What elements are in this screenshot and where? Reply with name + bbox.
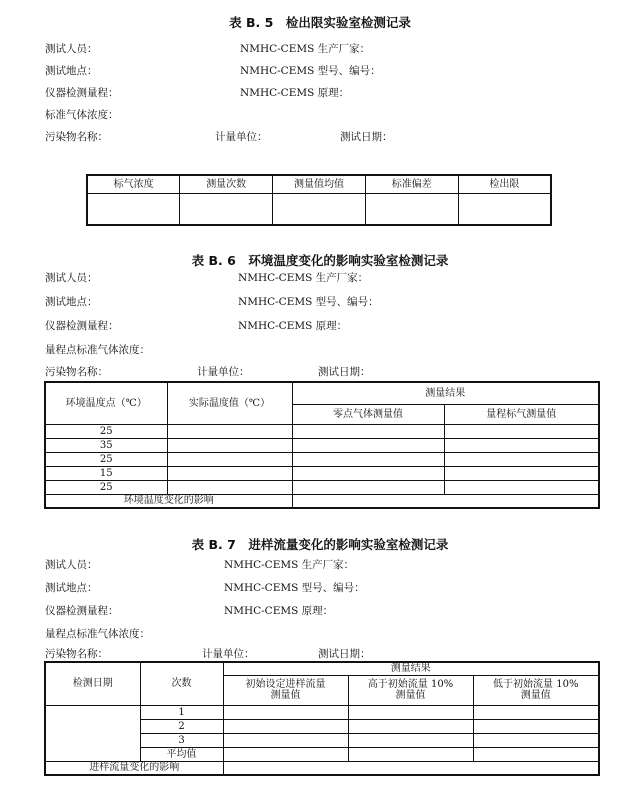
b7-count-1: 1	[140, 705, 223, 719]
table-cell[interactable]	[444, 424, 599, 438]
b6-std-gas-label: 量程点标准气体浓度：	[45, 344, 150, 356]
b6-manufacturer-label: NMHC-CEMS 生产厂家：	[238, 272, 369, 284]
b5-std-gas-label: 标准气体浓度：	[45, 109, 119, 121]
b7-header-count: 次数	[140, 662, 223, 705]
b6-header-zero: 零点气体测量值	[292, 404, 444, 424]
b7-unit-label: 计量单位：	[202, 648, 255, 660]
b7-effect-label: 进样流量变化的影响	[45, 761, 223, 775]
b6-effect-label: 环境温度变化的影响	[45, 494, 292, 508]
b5-header-stddev: 标准偏差	[365, 175, 458, 193]
b6-principle-label: NMHC-CEMS 原理：	[238, 320, 348, 332]
b7-location-label: 测试地点：	[45, 582, 98, 594]
table-b6	[44, 381, 600, 509]
b5-date-label: 测试日期：	[340, 131, 393, 143]
b6-header-span: 量程标气测量值	[444, 404, 599, 424]
table-cell[interactable]	[292, 494, 599, 508]
table-cell[interactable]	[348, 705, 473, 719]
table-row	[87, 193, 551, 225]
b7-range-label: 仪器检测量程：	[45, 605, 119, 617]
table-cell[interactable]	[292, 466, 444, 480]
table-cell[interactable]	[223, 733, 348, 747]
b6-header-result: 测量结果	[292, 382, 599, 404]
table-cell[interactable]	[223, 747, 348, 761]
table-cell[interactable]	[45, 705, 140, 761]
b6-range-label: 仪器检测量程：	[45, 320, 119, 332]
b7-header-date: 检测日期	[45, 662, 140, 705]
table-cell[interactable]	[167, 452, 292, 466]
b7-header-initial-flow: 初始设定进样流量 测量值	[223, 675, 348, 705]
table-cell[interactable]	[223, 719, 348, 733]
table-row	[45, 705, 599, 719]
b6-temp-4: 15	[45, 466, 167, 480]
table-cell[interactable]	[273, 193, 366, 225]
table-row	[45, 424, 599, 438]
b5-range-label: 仪器检测量程：	[45, 87, 119, 99]
table-row	[45, 452, 599, 466]
table-cell[interactable]	[348, 733, 473, 747]
table-cell[interactable]	[292, 438, 444, 452]
b7-header-low-flow: 低于初始流量 10% 测量值	[473, 675, 599, 705]
b7-manufacturer-label: NMHC-CEMS 生产厂家：	[224, 559, 355, 571]
table-b6-title: 表 B. 6 环境温度变化的影响实验室检测记录	[191, 253, 449, 268]
table-cell[interactable]	[444, 438, 599, 452]
b6-temp-3: 25	[45, 452, 167, 466]
b5-model-label: NMHC-CEMS 型号、编号：	[240, 65, 381, 77]
b6-model-label: NMHC-CEMS 型号、编号：	[238, 296, 379, 308]
b6-temp-1: 25	[45, 424, 167, 438]
b5-header-std-conc: 标气浓度	[87, 175, 180, 193]
b7-average-label: 平均值	[140, 747, 223, 761]
b6-temp-2: 35	[45, 438, 167, 452]
table-row	[45, 466, 599, 480]
table-row	[45, 494, 599, 508]
b7-count-3: 3	[140, 733, 223, 747]
b7-pollutant-label: 污染物名称：	[45, 648, 108, 660]
table-cell[interactable]	[167, 466, 292, 480]
table-b5-title: 表 B. 5 检出限实验室检测记录	[229, 15, 411, 30]
b7-model-label: NMHC-CEMS 型号、编号：	[224, 582, 365, 594]
b5-header-detection-limit: 检出限	[458, 175, 551, 193]
b6-header-env-temp: 环境温度点（℃）	[45, 382, 167, 424]
b6-date-label: 测试日期：	[318, 366, 371, 378]
table-cell[interactable]	[167, 438, 292, 452]
b6-tester-label: 测试人员：	[45, 272, 98, 284]
b6-header-actual-temp: 实际温度值（℃）	[167, 382, 292, 424]
table-cell[interactable]	[473, 719, 599, 733]
b5-tester-label: 测试人员：	[45, 43, 98, 55]
table-cell[interactable]	[444, 466, 599, 480]
table-b5	[86, 174, 552, 226]
table-cell[interactable]	[458, 193, 551, 225]
table-cell[interactable]	[473, 733, 599, 747]
table-cell[interactable]	[167, 480, 292, 494]
table-cell[interactable]	[167, 424, 292, 438]
table-cell[interactable]	[473, 747, 599, 761]
b5-pollutant-label: 污染物名称：	[45, 131, 108, 143]
b7-header-high-flow: 高于初始流量 10% 测量值	[348, 675, 473, 705]
table-cell[interactable]	[223, 761, 599, 775]
table-cell[interactable]	[348, 719, 473, 733]
b5-principle-label: NMHC-CEMS 原理：	[240, 87, 350, 99]
b6-pollutant-label: 污染物名称：	[45, 366, 108, 378]
b6-temp-5: 25	[45, 480, 167, 494]
b7-count-2: 2	[140, 719, 223, 733]
table-b7	[44, 661, 600, 776]
table-row	[45, 480, 599, 494]
b7-std-gas-label: 量程点标准气体浓度：	[45, 628, 150, 640]
b6-location-label: 测试地点：	[45, 296, 98, 308]
table-cell[interactable]	[365, 193, 458, 225]
b7-header-result: 测量结果	[223, 662, 599, 675]
b7-principle-label: NMHC-CEMS 原理：	[224, 605, 334, 617]
b5-header-mean: 测量值均值	[273, 175, 366, 193]
table-cell[interactable]	[444, 452, 599, 466]
b5-manufacturer-label: NMHC-CEMS 生产厂家：	[240, 43, 371, 55]
b5-unit-label: 计量单位：	[215, 131, 268, 143]
table-row	[45, 438, 599, 452]
table-cell[interactable]	[180, 193, 273, 225]
table-cell[interactable]	[473, 705, 599, 719]
b5-location-label: 测试地点：	[45, 65, 98, 77]
table-cell[interactable]	[292, 424, 444, 438]
table-b7-title: 表 B. 7 进样流量变化的影响实验室检测记录	[191, 537, 449, 552]
table-cell[interactable]	[223, 705, 348, 719]
b5-header-count: 测量次数	[180, 175, 273, 193]
b6-unit-label: 计量单位：	[197, 366, 250, 378]
table-cell[interactable]	[444, 480, 599, 494]
table-row	[45, 761, 599, 775]
b7-tester-label: 测试人员：	[45, 559, 98, 571]
table-cell[interactable]	[348, 747, 473, 761]
table-cell[interactable]	[292, 452, 444, 466]
table-cell[interactable]	[292, 480, 444, 494]
table-cell[interactable]	[87, 193, 180, 225]
b7-date-label: 测试日期：	[318, 648, 371, 660]
